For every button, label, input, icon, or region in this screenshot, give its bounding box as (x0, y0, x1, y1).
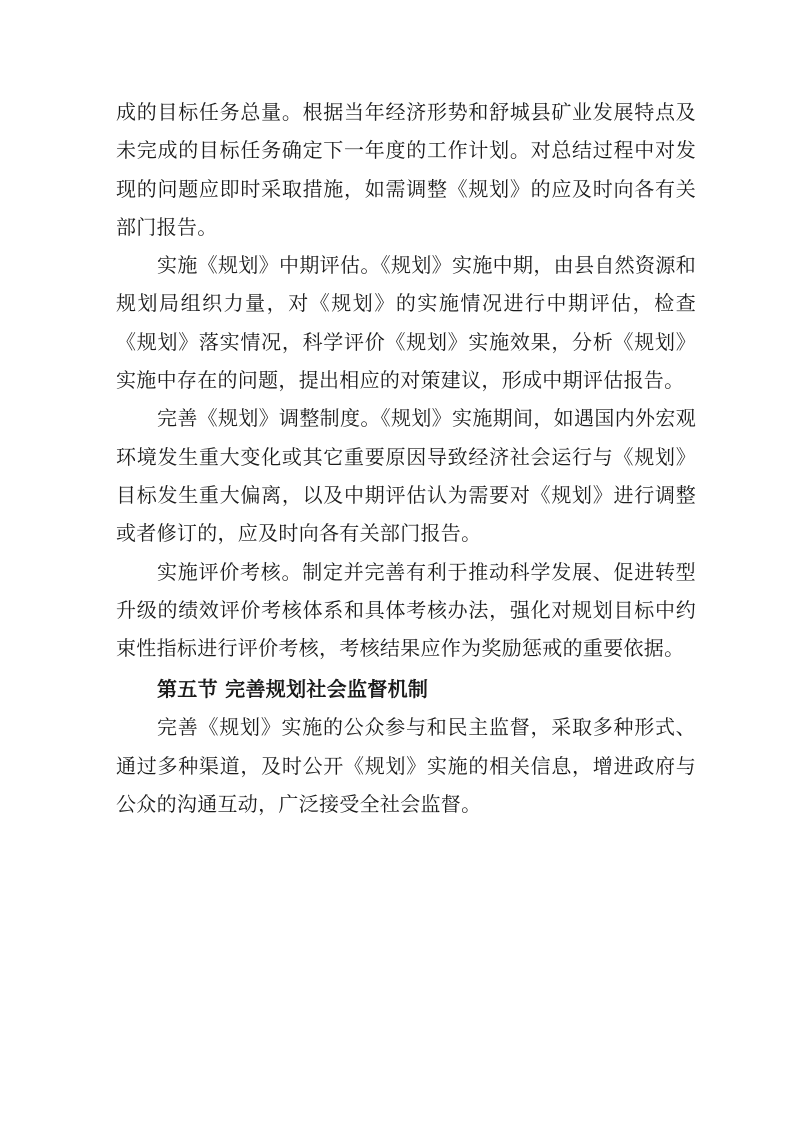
paragraph-evaluation-assessment: 实施评价考核。制定并完善有利于推动科学发展、促进转型升级的绩效评价考核体系和具体考核办法，强化对规划目标中约束性指标进行评价考核，考核结果应作为奖励惩戒的重要依据。 (116, 559, 696, 661)
paragraph-mid-term-evaluation: 实施《规划》中期评估。《规划》实施中期，由县自然资源和规划局组织力量，对《规划》的实施情况进行中期评估，检查《规划》落实情况，科学评价《规划》实施效果，分析《规划》实施中存在的问题，提出相应的对策建议，形成中期评估报告。 (116, 253, 696, 393)
paragraph-continuation: 成的目标任务总量。根据当年经济形势和舒城县矿业发展特点及未完成的目标任务确定下一年度的工作计划。对总结过程中对发现的问题应即时采取措施，如需调整《规划》的应及时向各有关部门报告。 (116, 100, 696, 239)
document-page (116, 93, 696, 823)
section-heading: 第五节 完善规划社会监督机制 (157, 677, 429, 702)
paragraph-public-supervision: 完善《规划》实施的公众参与和民主监督，采取多种形式、通过多种渠道，及时公开《规划》实施的相关信息，增进政府与公众的沟通互动，广泛接受全社会监督。 (116, 715, 696, 817)
paragraph-adjustment-system: 完善《规划》调整制度。《规划》实施期间，如遇国内外宏观环境发生重大变化或其它重要原因导致经济社会运行与《规划》目标发生重大偏离，以及中期评估认为需要对《规划》进行调整或者修订的，应及时向各有关部门报告。 (116, 406, 696, 546)
